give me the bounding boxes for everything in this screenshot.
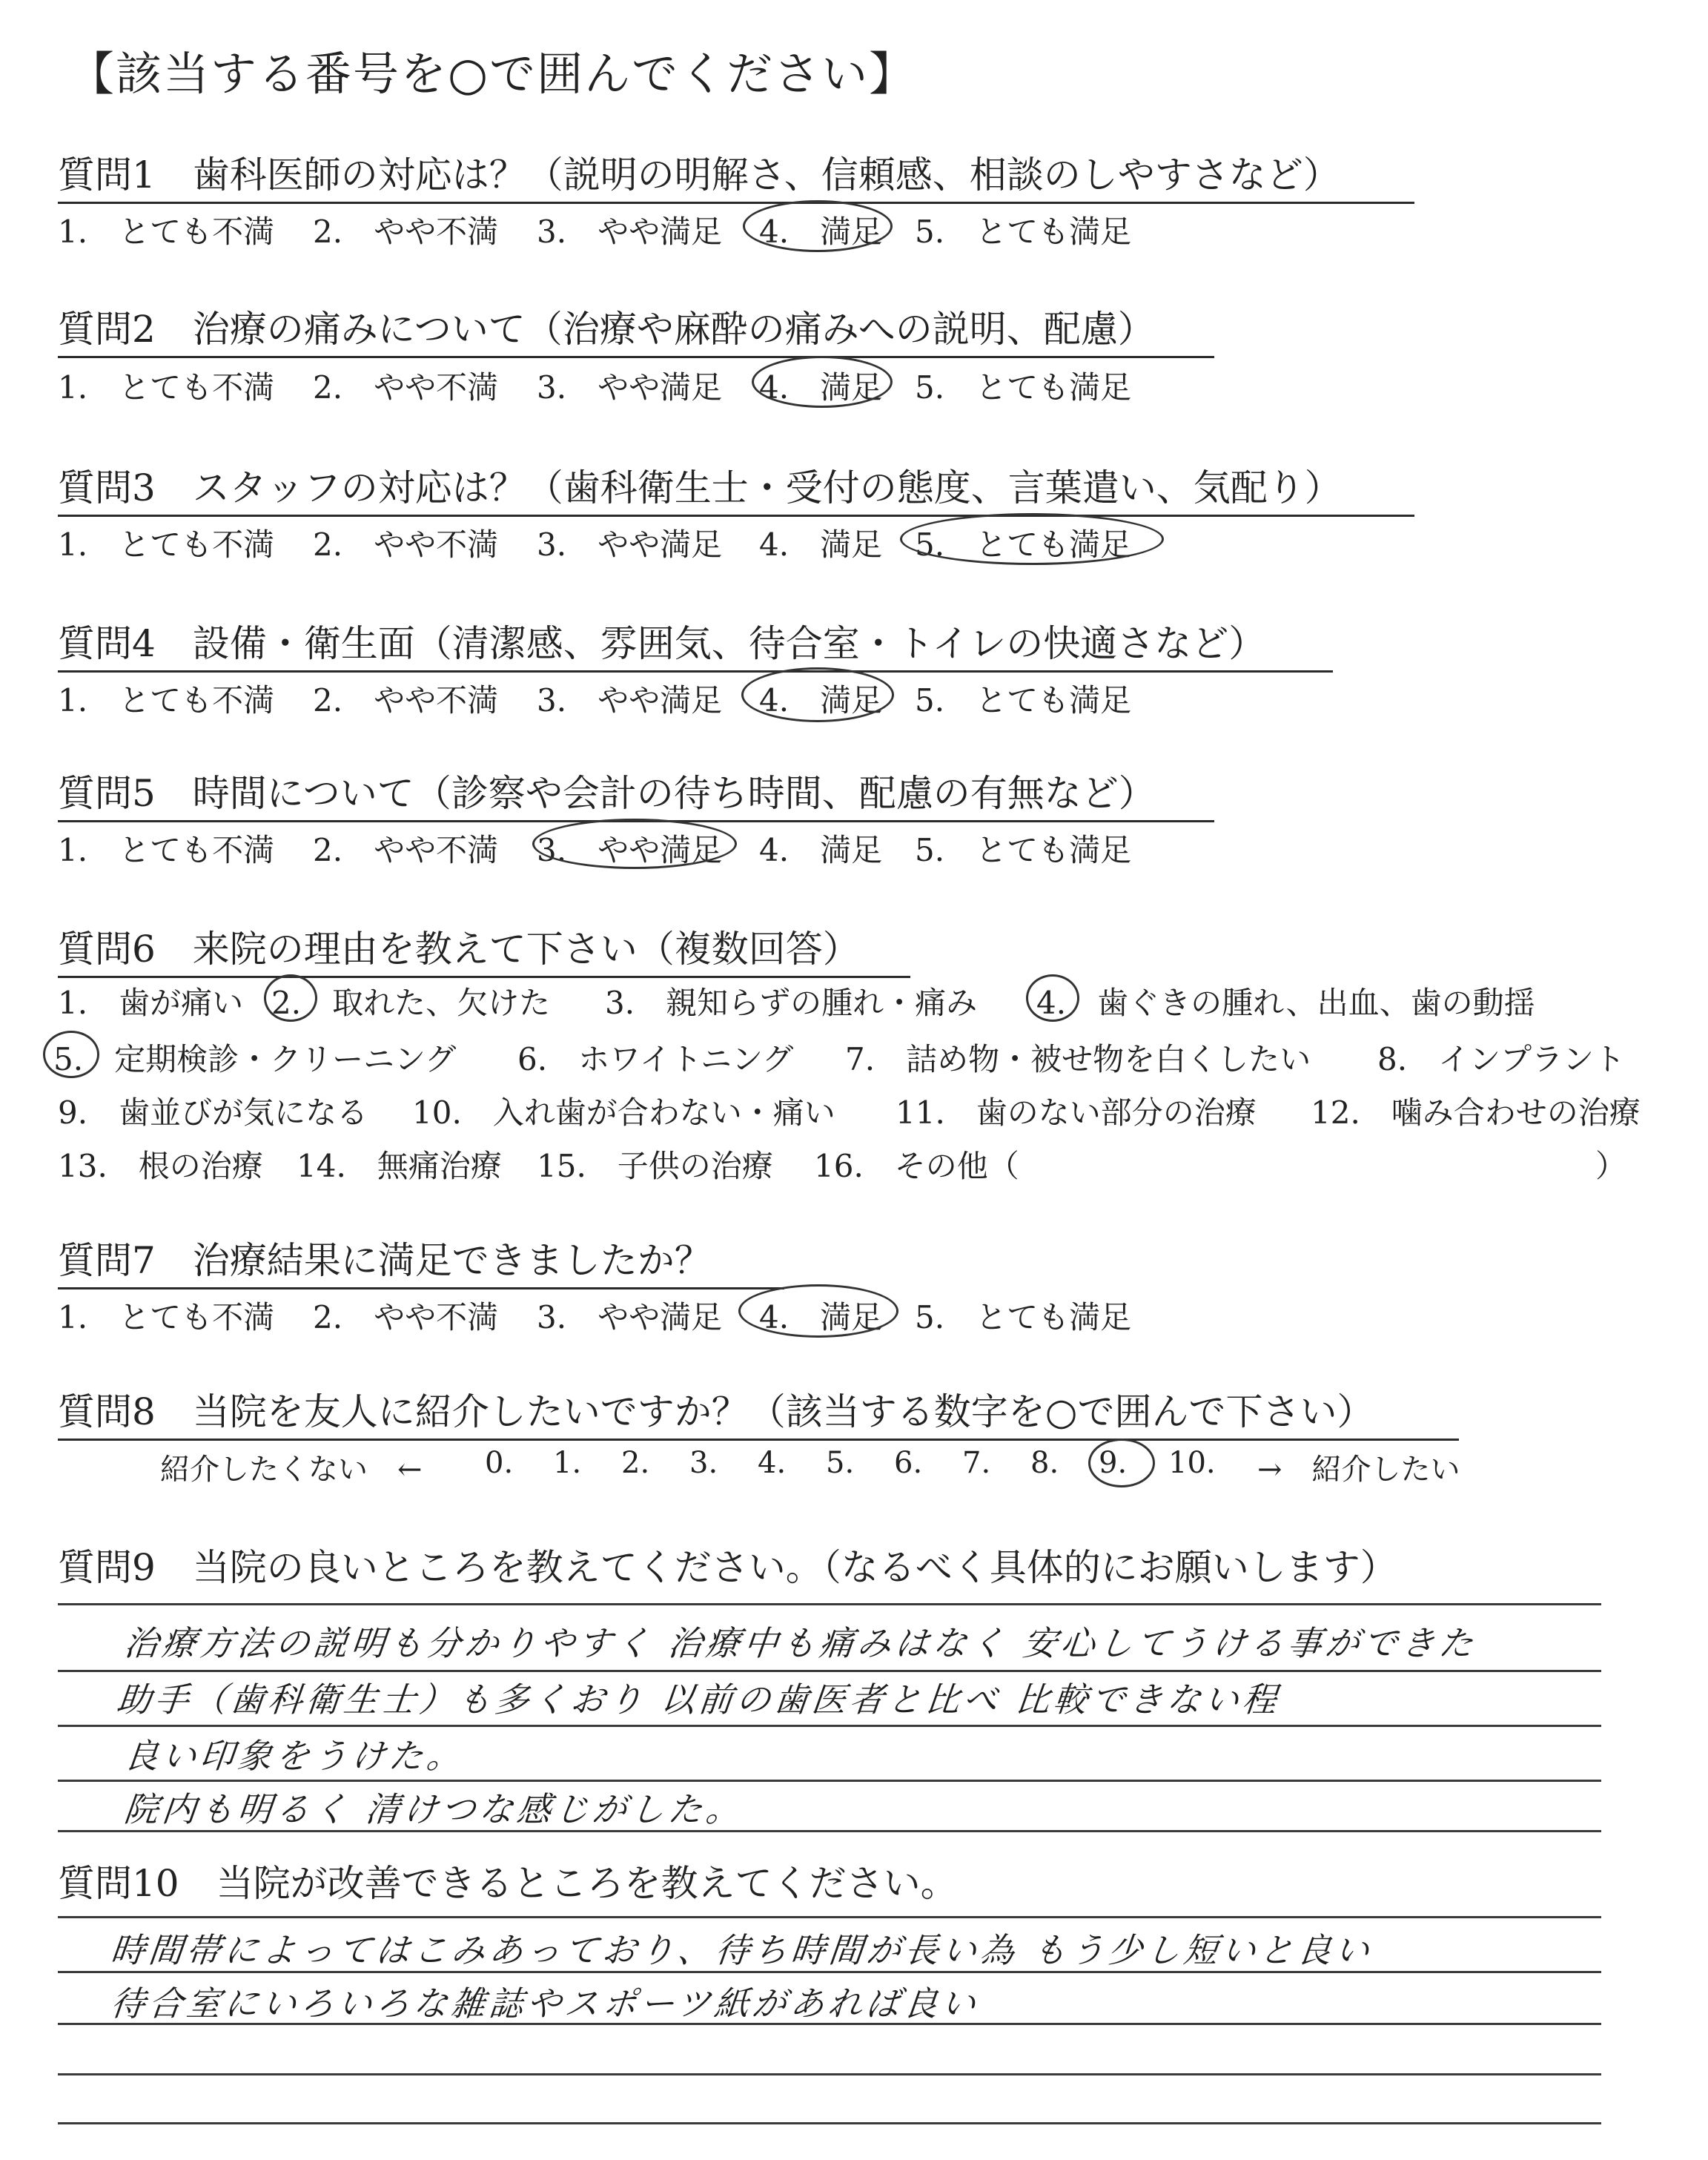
question-4-label: 質問4 設備・衛生面（清潔感、雰囲気、待合室・トイレの快適さなど） — [58, 614, 1333, 673]
q8-option-3[interactable]: 3. — [689, 1446, 718, 1480]
q3-option-3[interactable]: 3. やや満足 — [537, 526, 723, 563]
question-9-label: 質問9 当院の良いところを教えてください。（なるべく具体的にお願いします） — [58, 1546, 1397, 1589]
q6-circle-4 — [1026, 974, 1079, 1022]
q7-option-4[interactable]: 4. 満足 — [759, 1299, 883, 1335]
q3-option-5[interactable]: 5. とても満足 — [915, 526, 1132, 563]
q1-option-3[interactable]: 3. やや満足 — [537, 214, 723, 250]
q6-option-2[interactable]: 2. 取れた、欠けた — [271, 985, 551, 1021]
page-title: 【該当する番号を○で囲んでください】 — [68, 47, 917, 101]
q9-answer-line-2: 助手（歯科衛生士）も多くおり 以前の歯医者と比べ 比較できない程 — [114, 1680, 1282, 1720]
q6-option-7[interactable]: 7. 詰め物・被せ物を白くしたい — [845, 1041, 1311, 1077]
q10-ruled-line — [58, 2073, 1601, 2075]
q6-option-11[interactable]: 11. 歯のない部分の治療 — [896, 1094, 1257, 1131]
q6-option-6[interactable]: 6. ホワイトニング — [517, 1041, 794, 1077]
q10-answer-line-1: 時間帯によってはこみあっており、待ち時間が長い為 もう少し短いと良い — [108, 1930, 1375, 1970]
q6-option-16[interactable]: 16. その他（ — [814, 1148, 1019, 1184]
q6-option-8[interactable]: 8. インプラント — [1377, 1041, 1626, 1077]
q10-ruled-line — [58, 1916, 1601, 1918]
q8-option-6[interactable]: 6. — [894, 1446, 923, 1480]
question-7-options — [58, 1293, 1318, 1338]
question-1-label: 質問1 歯科医師の対応は？（説明の明解さ、信頼感、相談のしやすさなど） — [58, 145, 1414, 204]
q9-answer-line-3: 良い印象をうけた。 — [122, 1736, 467, 1776]
q6-option-13[interactable]: 13. 根の治療 — [58, 1148, 263, 1184]
question-3-label: 質問3 スタッフの対応は？（歯科衛生士・受付の態度、言葉遣い、気配り） — [58, 458, 1414, 517]
q5-option-2[interactable]: 2. やや不満 — [313, 832, 499, 868]
question-5-options — [58, 826, 1318, 871]
q2-option-2[interactable]: 2. やや不満 — [313, 369, 499, 406]
q1-option-4[interactable]: 4. 満足 — [759, 214, 883, 250]
q1-option-5[interactable]: 5. とても満足 — [915, 214, 1132, 250]
q9-ruled-line — [58, 1603, 1601, 1605]
q2-option-5[interactable]: 5. とても満足 — [915, 369, 1132, 406]
q8-option-5[interactable]: 5. — [826, 1446, 855, 1480]
q6-other-close-paren: ） — [1595, 1148, 1627, 1184]
q1-option-1[interactable]: 1. とても不満 — [58, 214, 275, 250]
q6-option-12[interactable]: 12. 噛み合わせの治療 — [1311, 1094, 1641, 1131]
question-7-label: 質問7 治療結果に満足できましたか？ — [58, 1231, 784, 1289]
q9-ruled-line — [58, 1780, 1601, 1782]
question-2-options — [58, 363, 1318, 408]
q6-option-5[interactable]: 5. 定期検診・クリーニング — [53, 1041, 457, 1077]
q4-option-2[interactable]: 2. やや不満 — [313, 682, 499, 719]
q1-selection-circle — [743, 200, 893, 252]
q6-option-9[interactable]: 9. 歯並びが気になる — [58, 1094, 368, 1131]
question-6-options — [53, 979, 1659, 1201]
q8-option-8[interactable]: 8. — [1030, 1446, 1059, 1480]
q7-option-1[interactable]: 1. とても不満 — [58, 1299, 275, 1335]
q8-right-label: → 紹介したい — [1257, 1453, 1460, 1487]
q7-option-2[interactable]: 2. やや不満 — [313, 1299, 499, 1335]
q9-ruled-line — [58, 1725, 1601, 1727]
q10-answer-line-2: 待合室にいろいろな雑誌やスポーツ紙があれば良い — [108, 1984, 982, 2024]
q2-selection-circle — [752, 356, 893, 408]
q2-option-4[interactable]: 4. 満足 — [759, 369, 883, 406]
q6-circle-2 — [264, 974, 317, 1022]
q8-option-0[interactable]: 0. — [485, 1446, 514, 1480]
q6-option-3[interactable]: 3. 親知らずの腫れ・痛み — [605, 985, 978, 1021]
q3-selection-circle — [900, 513, 1164, 565]
q9-ruled-line — [58, 1670, 1601, 1672]
q8-option-4[interactable]: 4. — [758, 1446, 787, 1480]
q6-option-14[interactable]: 14. 無痛治療 — [297, 1148, 502, 1184]
q4-option-4[interactable]: 4. 満足 — [759, 682, 883, 719]
q8-option-9[interactable]: 9. — [1099, 1446, 1128, 1480]
q3-option-4[interactable]: 4. 満足 — [759, 526, 883, 563]
q5-option-4[interactable]: 4. 満足 — [759, 832, 883, 868]
q8-option-1[interactable]: 1. — [553, 1446, 582, 1480]
q4-selection-circle — [741, 667, 894, 722]
question-8-label: 質問8 当院を友人に紹介したいですか？（該当する数字を○で囲んで下さい） — [58, 1382, 1459, 1441]
q5-selection-circle — [532, 819, 737, 869]
q9-answer-line-1: 治療方法の説明も分かりやすく 治療中も痛みはなく 安心してうける事ができた — [122, 1623, 1479, 1663]
q6-option-15[interactable]: 15. 子供の治療 — [537, 1148, 773, 1184]
q8-left-label: 紹介したくない ← — [160, 1453, 423, 1487]
q3-option-2[interactable]: 2. やや不満 — [313, 526, 499, 563]
q9-answer-line-4: 院内も明るく 清けつな感じがした。 — [122, 1789, 747, 1829]
q7-option-5[interactable]: 5. とても満足 — [915, 1299, 1132, 1335]
q2-option-1[interactable]: 1. とても不満 — [58, 369, 275, 406]
q5-option-3[interactable]: 3. やや満足 — [537, 832, 723, 868]
question-4-options — [58, 676, 1318, 721]
question-1-options — [58, 208, 1318, 252]
q6-option-4[interactable]: 4. 歯ぐきの腫れ、出血、歯の動揺 — [1036, 985, 1535, 1021]
q1-option-2[interactable]: 2. やや不満 — [313, 214, 499, 250]
q8-option-7[interactable]: 7. — [962, 1446, 991, 1480]
question-6-label: 質問6 来院の理由を教えて下さい（複数回答） — [58, 919, 910, 978]
q8-option-2[interactable]: 2. — [621, 1446, 650, 1480]
q6-option-10[interactable]: 10. 入れ歯が合わない・痛い — [412, 1094, 835, 1131]
q6-option-1[interactable]: 1. 歯が痛い — [58, 985, 244, 1021]
q6-circle-5 — [43, 1031, 99, 1078]
q2-option-3[interactable]: 3. やや満足 — [537, 369, 723, 406]
q5-option-1[interactable]: 1. とても不満 — [58, 832, 275, 868]
question-2-label: 質問2 治療の痛みについて（治療や麻酔の痛みへの説明、配慮） — [58, 300, 1214, 358]
q4-option-3[interactable]: 3. やや満足 — [537, 682, 723, 719]
q7-option-3[interactable]: 3. やや満足 — [537, 1299, 723, 1335]
q4-option-1[interactable]: 1. とても不満 — [58, 682, 275, 719]
q7-selection-circle — [738, 1284, 898, 1338]
question-5-label: 質問5 時間について（診察や会計の待ち時間、配慮の有無など） — [58, 764, 1214, 822]
q8-option-10[interactable]: 10. — [1168, 1446, 1216, 1480]
q8-selection-circle — [1088, 1439, 1155, 1487]
q10-ruled-line — [58, 2122, 1601, 2124]
question-8-scale — [160, 1446, 1494, 1490]
q5-option-5[interactable]: 5. とても満足 — [915, 832, 1132, 868]
q4-option-5[interactable]: 5. とても満足 — [915, 682, 1132, 719]
q3-option-1[interactable]: 1. とても不満 — [58, 526, 275, 563]
question-3-options — [58, 521, 1318, 565]
question-10-label: 質問10 当院が改善できるところを教えてください。 — [58, 1862, 958, 1905]
